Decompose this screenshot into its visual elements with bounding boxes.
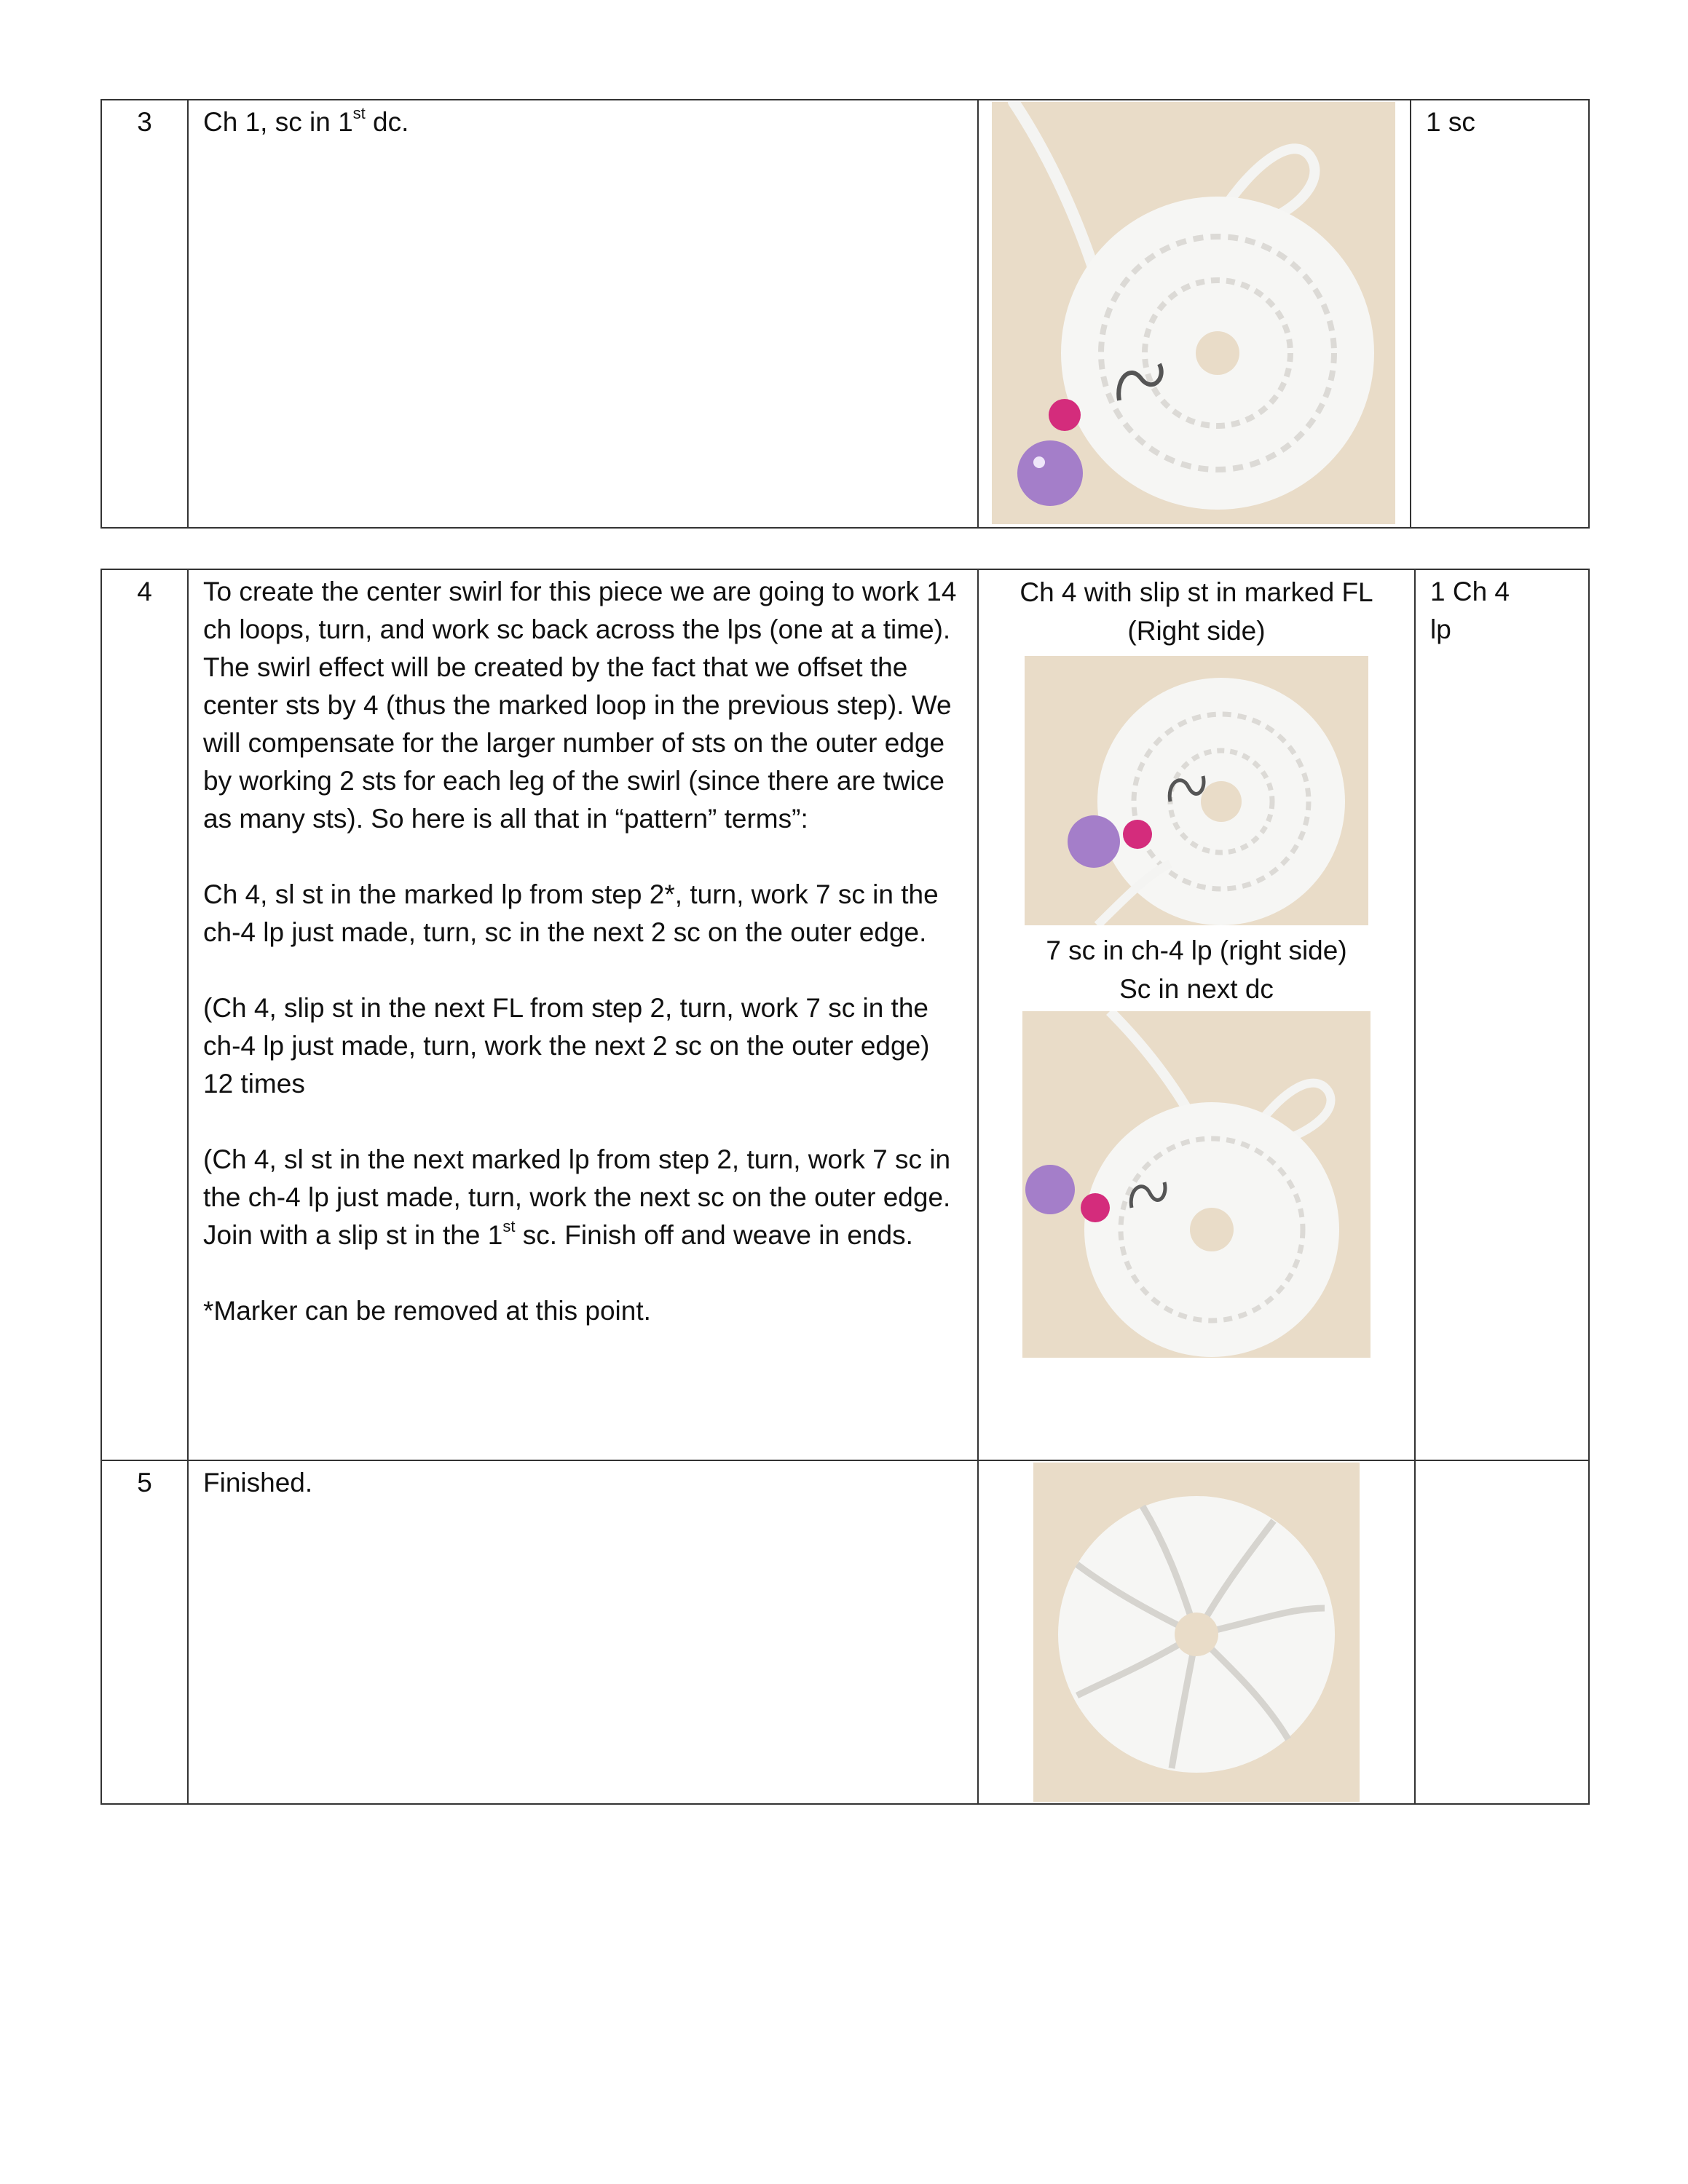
table-row: [101, 569, 1589, 1460]
step-number: 4: [101, 569, 188, 1460]
step-photo-cell: [978, 1460, 1415, 1804]
photo-crochet-ring-with-marker: [992, 102, 1395, 524]
table-row: [101, 100, 1589, 528]
instruction-paragraph: (Ch 4, slip st in the next FL from step 2, turn, work 7 sc in the ch-4 lp just made, turn, work the next 2 sc on the outer edge) 12 times: [203, 993, 930, 1099]
photo-caption: Ch 4 with slip st in marked FL (Right side): [1019, 577, 1373, 646]
step-3-table: [100, 99, 1590, 529]
stitch-count: 1 Ch 4 lp: [1415, 569, 1589, 1460]
photo-7sc-in-ch4-loop: [1022, 1011, 1370, 1358]
photo-finished-swirl: [1033, 1463, 1360, 1802]
instruction-paragraph: Ch 4, sl st in the marked lp from step 2*, turn, work 7 sc in the ch-4 lp just made, turn, sc in the next 2 sc on the outer edge.: [203, 879, 939, 947]
instruction-paragraph: (Ch 4, sl st in the next marked lp from step 2, turn, work 7 sc in the ch-4 lp just made, turn, work the next sc on the outer edge. Join with a slip st in the 1st sc. Finish off and weave in ends.: [203, 1144, 951, 1250]
instruction-note: *Marker can be removed at this point.: [203, 1296, 651, 1326]
step-instruction: [188, 569, 978, 1460]
table-row: [101, 1460, 1589, 1804]
step-instruction: Ch 1, sc in 1st dc.: [188, 100, 978, 528]
photo-ch4-slip-stitch: [1025, 656, 1368, 925]
step-photo-cell: [978, 569, 1415, 1460]
stitch-count: [1415, 1460, 1589, 1804]
step-number: 5: [101, 1460, 188, 1804]
step-4-5-table: [100, 569, 1590, 1805]
stitch-count: 1 sc: [1411, 100, 1589, 528]
instruction-paragraph: To create the center swirl for this piece we are going to work 14 ch loops, turn, and work sc back across the lps (one at a time). The swirl effect will be created by the fact that we offset the center sts by 4 (thus the marked loop in the previous step). We will compensate for the larger number of sts on the outer edge by working 2 sts for each leg of the swirl (since there are twice as many sts). So here is all that in “pattern” terms”:: [203, 577, 957, 834]
step-instruction: Finished.: [188, 1460, 978, 1804]
step-number: 3: [101, 100, 188, 528]
photo-caption: 7 sc in ch-4 lp (right side) Sc in next dc: [1046, 935, 1347, 1004]
step-photo-cell: [978, 100, 1411, 528]
